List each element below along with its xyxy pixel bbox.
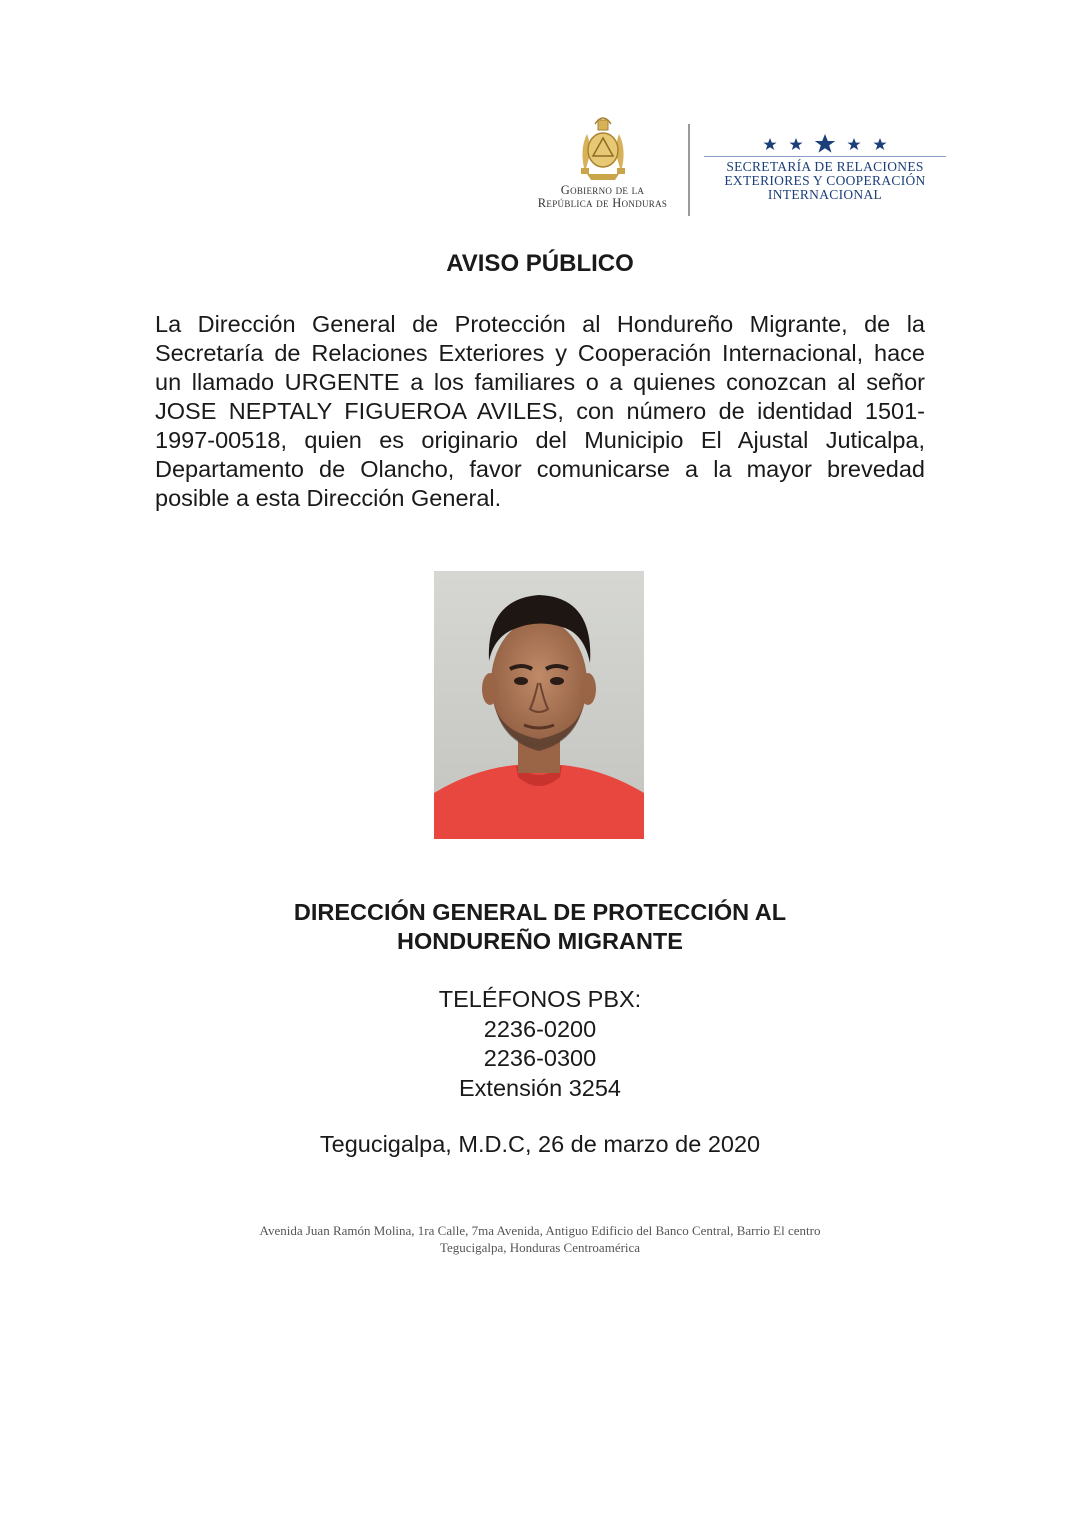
department-line-2: HONDUREÑO MIGRANTE [397,928,683,954]
extension: Extensión 3254 [458,1074,621,1101]
ministry-line-3: INTERNACIONAL [767,187,883,202]
department-line-1: DIRECCIÓN GENERAL DE PROTECCIÓN AL [293,899,787,925]
ministry-rule [704,156,946,157]
address-line-1: Avenida Juan Ramón Molina, 1ra Calle, 7ma Avenida, Antiguo Edificio del Banco Central, Barrio El centro [259,1223,821,1238]
department-heading [0,898,1080,956]
ministry-line-1: SECRETARÍA DE RELACIONES [726,159,924,174]
footer-address [0,1222,1080,1256]
date-line: Tegucigalpa, M.D.C, 26 de marzo de 2020 [319,1131,761,1157]
address-line-2: Tegucigalpa, Honduras Centroamérica [439,1240,641,1255]
ministry-logo [704,134,946,202]
ministry-line-2: EXTERIORES Y COOPERACIÓN [724,173,926,188]
notice-title: AVISO PÚBLICO [446,250,634,277]
phone-2: 2236-0300 [483,1045,597,1071]
five-stars-icon [760,134,890,154]
government-line-1: Gobierno de la [560,183,645,197]
coat-of-arms-icon [571,110,635,184]
letterhead-divider [688,124,690,216]
letterhead [520,110,960,220]
portrait-image [434,571,644,839]
person-photo [434,571,644,839]
contact-info [0,985,1080,1103]
phones-label: TELÉFONOS PBX: [438,986,642,1012]
notice-body: La Dirección General de Protección al Hondureño Migrante, de la Secretaría de Relaciones Exteriores y Cooperación Internacional, hace un llamado URGENTE a los familiares o a quienes conozcan al señor JOSE NEPTALY FIGUEROA AVILES, con número de identidad 1501-1997-00518, quien es originario del Municipio El Ajustal Juticalpa, Departamento de Olancho, favor comunicarse a la mayor brevedad posible a esta Dirección General. [155,311,925,511]
phone-1: 2236-0200 [483,1015,597,1042]
government-logo [520,110,685,210]
government-line-2: República de Honduras [537,196,668,210]
